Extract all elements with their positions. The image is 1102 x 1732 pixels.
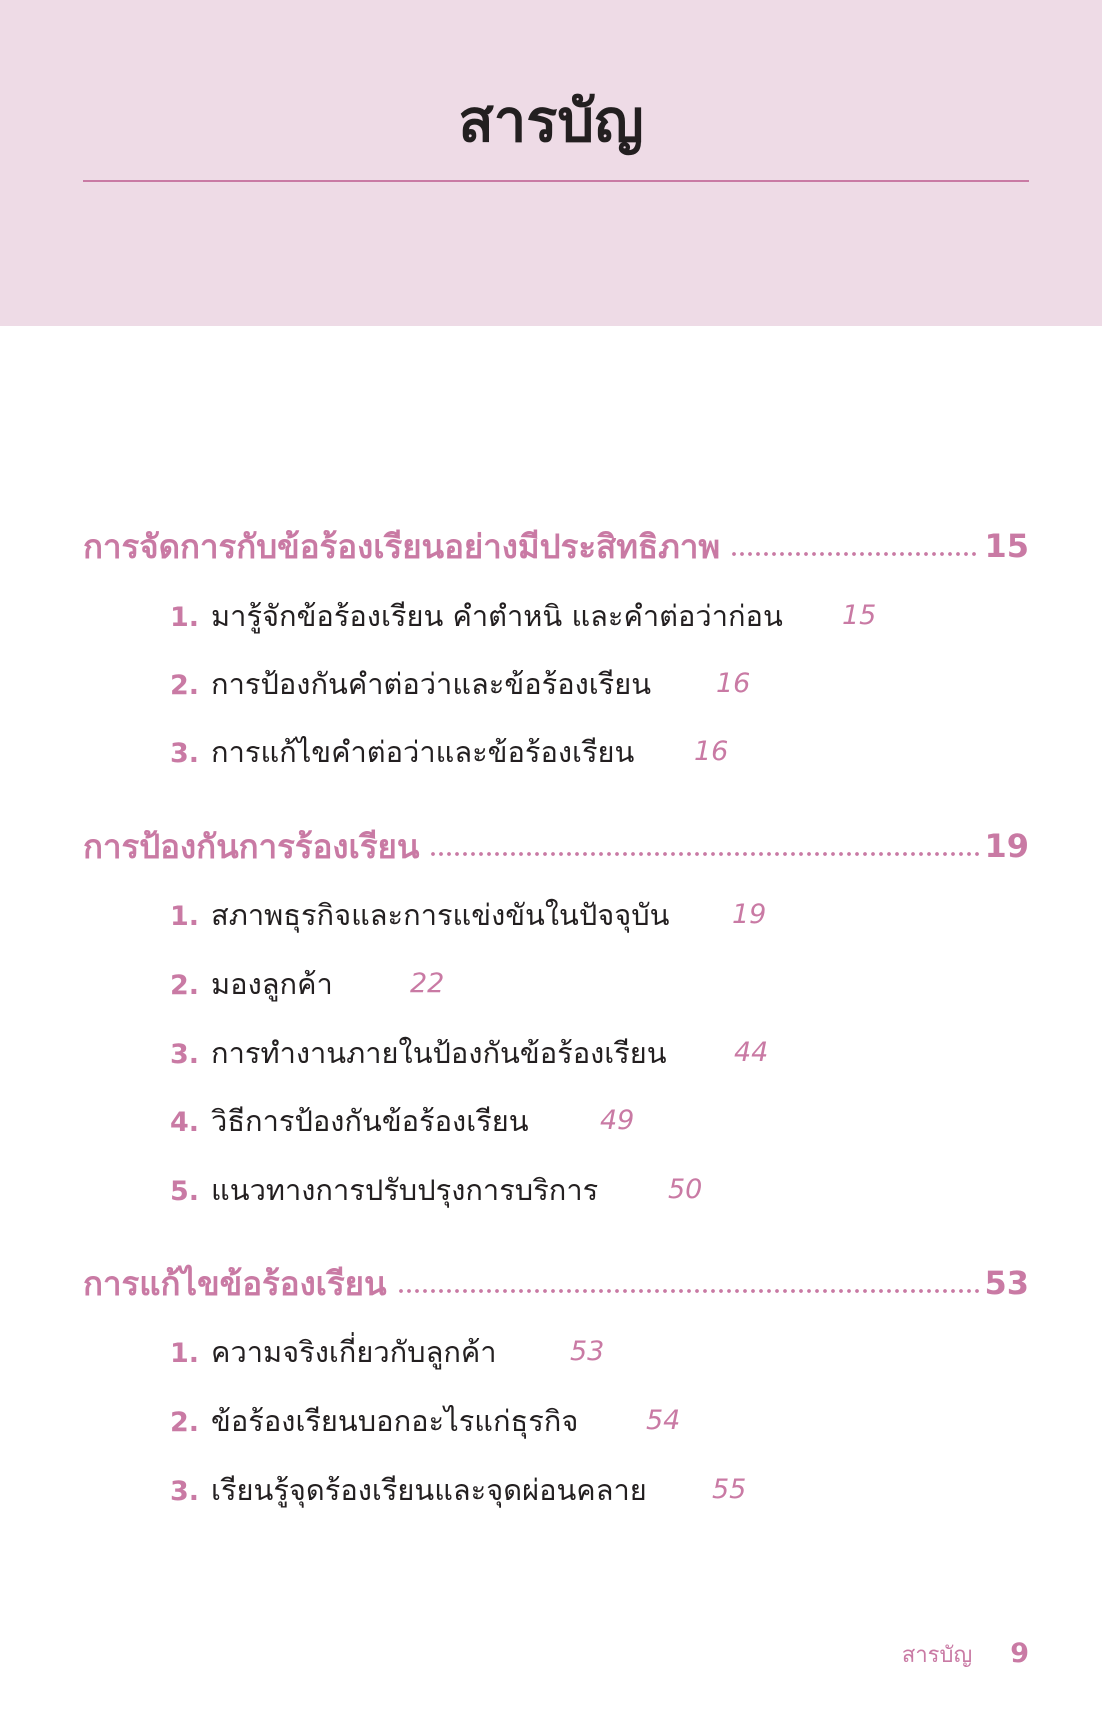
toc-item[interactable] — [170, 594, 877, 638]
item-number: 2. — [170, 970, 200, 1001]
item-title: การทำงานภายในป้องกันข้อร้องเรียน — [211, 1036, 667, 1070]
toc-item[interactable] — [170, 662, 751, 706]
item-page-number: 16 — [694, 736, 729, 767]
page-title: สารบัญ — [458, 87, 644, 155]
toc-section-2[interactable] — [83, 818, 1029, 874]
footer-page-number: 9 — [1010, 1638, 1029, 1669]
item-page-number: 22 — [410, 968, 445, 999]
dot-leader — [730, 550, 980, 558]
item-title: การแก้ไขคำต่อว่าและข้อร้องเรียน — [211, 735, 635, 769]
item-page-number: 15 — [842, 600, 877, 631]
footer-label: สารบัญ — [901, 1643, 973, 1668]
item-page-number: 50 — [668, 1174, 703, 1205]
toc-item[interactable] — [170, 962, 445, 1006]
item-page-number: 16 — [716, 668, 751, 699]
dot-leader — [429, 850, 980, 858]
item-title: ข้อร้องเรียนบอกอะไรแก่ธุรกิจ — [211, 1404, 579, 1438]
item-number: 3. — [170, 1039, 200, 1070]
toc-item[interactable] — [170, 893, 767, 937]
toc-item[interactable] — [170, 1330, 605, 1374]
section-title: การป้องกันการร้องเรียน — [83, 826, 420, 866]
toc-item[interactable] — [170, 1031, 769, 1075]
item-number: 1. — [170, 901, 200, 932]
item-page-number: 54 — [646, 1405, 681, 1436]
title-divider — [83, 180, 1029, 182]
item-number: 2. — [170, 1407, 200, 1438]
item-number: 1. — [170, 1338, 200, 1369]
item-title: มารู้จักข้อร้องเรียน คำตำหนิ และคำต่อว่าก่อน — [211, 599, 783, 633]
item-title: แนวทางการปรับปรุงการบริการ — [211, 1173, 599, 1207]
item-title: การป้องกันคำต่อว่าและข้อร้องเรียน — [211, 667, 652, 701]
item-title: เรียนรู้จุดร้องเรียนและจุดผ่อนคลาย — [211, 1473, 647, 1507]
toc-item[interactable] — [170, 1099, 635, 1143]
toc-item[interactable] — [170, 1468, 747, 1512]
item-page-number: 49 — [600, 1105, 635, 1136]
section-page-number: 15 — [984, 527, 1029, 565]
toc-section-1[interactable] — [83, 518, 1029, 574]
item-number: 2. — [170, 670, 200, 701]
item-page-number: 19 — [732, 899, 767, 930]
item-number: 3. — [170, 1476, 200, 1507]
header-band — [0, 0, 1102, 326]
toc-item[interactable] — [170, 1399, 681, 1443]
item-title: สภาพธุรกิจและการแข่งขันในปัจจุบัน — [211, 898, 670, 932]
item-number: 5. — [170, 1176, 200, 1207]
toc-item[interactable] — [170, 730, 729, 774]
dot-leader — [397, 1287, 981, 1295]
toc-section-3[interactable] — [83, 1255, 1029, 1311]
toc-item[interactable] — [170, 1168, 703, 1212]
item-page-number: 53 — [570, 1336, 605, 1367]
item-number: 4. — [170, 1107, 200, 1138]
item-number: 3. — [170, 738, 200, 769]
section-page-number: 19 — [984, 827, 1029, 865]
section-page-number: 53 — [984, 1264, 1029, 1302]
item-title: วิธีการป้องกันข้อร้องเรียน — [211, 1104, 529, 1138]
item-title: มองลูกค้า — [211, 967, 333, 1001]
page-footer — [902, 1634, 1029, 1674]
item-number: 1. — [170, 602, 200, 633]
item-title: ความจริงเกี่ยวกับลูกค้า — [211, 1335, 497, 1369]
section-title: การจัดการกับข้อร้องเรียนอย่างมีประสิทธิภาพ — [83, 526, 721, 566]
section-title: การแก้ไขข้อร้องเรียน — [83, 1263, 387, 1303]
item-page-number: 44 — [734, 1037, 769, 1068]
item-page-number: 55 — [712, 1474, 747, 1505]
